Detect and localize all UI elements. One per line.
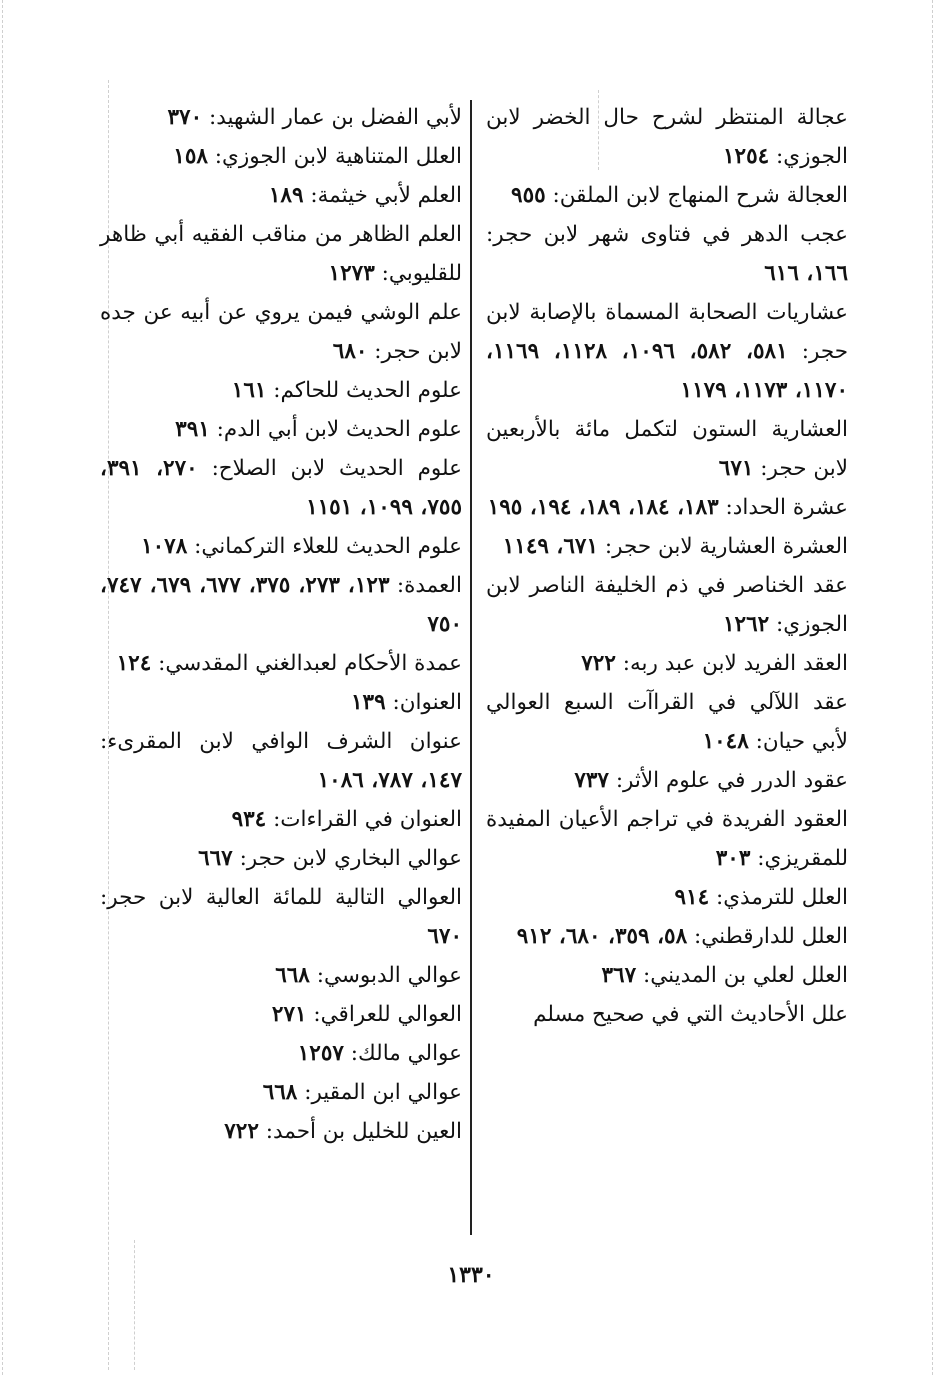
index-entry bbox=[100, 527, 462, 566]
entry-page-numbers: ١٣٩ bbox=[351, 690, 386, 715]
entry-title: عمدة الأحكام لعبدالغني المقدسي: bbox=[158, 651, 462, 676]
index-entry bbox=[486, 683, 848, 761]
entry-title: عشرة الحداد: bbox=[725, 495, 848, 520]
column-divider bbox=[470, 100, 472, 1235]
index-entry bbox=[486, 527, 848, 566]
index-entry bbox=[486, 800, 848, 878]
entry-title: عقد اللآلي في القراآت السبع العوالي لأبي حيان: bbox=[486, 690, 848, 754]
entry-page-numbers: ١٠٤٨ bbox=[702, 729, 749, 754]
index-entry bbox=[100, 1112, 462, 1151]
index-entry bbox=[100, 176, 462, 215]
entry-title: العلل للترمذي: bbox=[715, 885, 848, 910]
entry-title: العشرة العشارية لابن حجر: bbox=[604, 534, 848, 559]
entry-page-numbers: ٥٨، ٣٥٩، ٦٨٠، ٩١٢ bbox=[516, 924, 688, 949]
entry-page-numbers: ٦٧١ bbox=[718, 456, 754, 481]
entry-page-numbers: ٧٣٧ bbox=[574, 768, 609, 793]
entry-title: علل الأحاديث التي في صحيح مسلم bbox=[533, 1002, 848, 1027]
entry-title: عجب الدهر في فتاوى شهر لابن حجر: bbox=[486, 222, 848, 247]
entry-title: العشارية الستون لتكمل مائة بالأربعين لابن حجر: bbox=[486, 417, 848, 481]
entry-page-numbers: ٧٢٢ bbox=[581, 651, 616, 676]
entry-page-numbers: ٦٦٧ bbox=[198, 846, 233, 871]
entry-title: العوالي للعراقي: bbox=[313, 1002, 462, 1027]
entry-page-numbers: ٢٧٠، ٣٩١، ٧٥٥، ١٠٩٩، ١١٥١ bbox=[100, 456, 462, 520]
index-entry bbox=[100, 215, 462, 293]
entry-title: عجالة المنتظر لشرح حال الخضر لابن الجوزي: bbox=[486, 105, 848, 169]
entry-page-numbers: ٣٦٧ bbox=[601, 963, 637, 988]
entry-page-numbers: ١٨٩ bbox=[268, 183, 304, 208]
entry-title: عوالي ابن المقير: bbox=[304, 1080, 462, 1105]
entry-page-numbers: ٧٢٢ bbox=[224, 1119, 259, 1144]
entry-title: عقود الدرر في علوم الأثر: bbox=[615, 768, 848, 793]
entry-title: عوالي مالك: bbox=[350, 1041, 462, 1066]
entry-page-numbers: ١٥٨ bbox=[173, 144, 208, 169]
entry-title: العلم لأبي خيثمة: bbox=[310, 183, 462, 208]
index-entry bbox=[486, 878, 848, 917]
entry-page-numbers: ١٤٧، ٧٨٧، ١٠٨٦ bbox=[317, 768, 462, 793]
index-entry bbox=[100, 683, 462, 722]
index-entry bbox=[100, 449, 462, 527]
index-entry bbox=[100, 800, 462, 839]
index-entry bbox=[486, 410, 848, 488]
entry-page-numbers: ١٨٣، ١٨٤، ١٨٩، ١٩٤، ١٩٥ bbox=[487, 495, 719, 520]
scan-dashed-line bbox=[2, 0, 3, 1375]
index-entry bbox=[486, 566, 848, 644]
index-column-right bbox=[486, 98, 848, 1034]
index-entry bbox=[100, 98, 462, 137]
entry-page-numbers: ٦٦٨ bbox=[275, 963, 310, 988]
entry-page-numbers: ١٦١ bbox=[231, 378, 267, 403]
entry-page-numbers: ١٢٥٤ bbox=[722, 144, 770, 169]
entry-page-numbers: ١٠٧٨ bbox=[141, 534, 188, 559]
entry-page-numbers: ١٢٥٧ bbox=[297, 1041, 344, 1066]
index-entry bbox=[486, 488, 848, 527]
index-entry bbox=[486, 293, 848, 410]
entry-title: العين للخليل بن أحمد: bbox=[265, 1119, 462, 1144]
index-entry bbox=[100, 722, 462, 800]
entry-page-numbers: ٦٧٠ bbox=[427, 924, 462, 949]
index-entry bbox=[100, 293, 462, 371]
index-entry bbox=[100, 566, 462, 644]
entry-page-numbers: ١٢٧٣ bbox=[328, 261, 375, 286]
entry-title: عقد الخناصر في ذم الخليفة الناصر لابن الجوزي: bbox=[486, 573, 848, 637]
index-column-left bbox=[100, 98, 462, 1151]
entry-page-numbers: ٣٧٠ bbox=[167, 105, 203, 130]
entry-page-numbers: ٦٦٨ bbox=[262, 1080, 298, 1105]
index-entry bbox=[100, 410, 462, 449]
entry-title: العقد الفريد لابن عبد ربه: bbox=[622, 651, 848, 676]
entry-title: العمدة: bbox=[396, 573, 462, 598]
index-entry bbox=[486, 995, 848, 1034]
entry-title: العقود الفريدة في تراجم الأعيان المفيدة للمقريزي: bbox=[486, 807, 848, 871]
entry-title: علوم الحديث للحاكم: bbox=[273, 378, 462, 403]
index-entry bbox=[100, 644, 462, 683]
index-entry bbox=[100, 839, 462, 878]
index-entry bbox=[100, 1073, 462, 1112]
entry-page-numbers: ٩٥٥ bbox=[511, 183, 546, 208]
index-entry bbox=[486, 761, 848, 800]
entry-title: العجالة شرح المنهاج لابن الملقن: bbox=[552, 183, 848, 208]
entry-title: العلل لعلي بن المديني: bbox=[643, 963, 848, 988]
index-entry bbox=[100, 137, 462, 176]
index-entry bbox=[486, 176, 848, 215]
entry-title: العنوان في القراءات: bbox=[273, 807, 462, 832]
entry-title: العوالي التالية للمائة العالية لابن حجر: bbox=[100, 885, 462, 910]
index-entry bbox=[486, 644, 848, 683]
entry-page-numbers: ١٢٤ bbox=[116, 651, 152, 676]
entry-page-numbers: ٣٩١ bbox=[175, 417, 210, 442]
entry-title: لأبي الفضل بن عمار الشهيد: bbox=[208, 105, 462, 130]
entry-title: علوم الحديث لابن الصلاح: bbox=[211, 456, 462, 481]
entry-title: عشاريات الصحابة المسماة بالإصابة لابن حجر: bbox=[486, 300, 848, 364]
index-entry bbox=[100, 878, 462, 956]
entry-title: عنوان الشرف الوافي لابن المقرىء: bbox=[100, 729, 462, 754]
entry-title: العلم الظاهر من مناقب الفقيه أبي ظاهر للقليوبي: bbox=[100, 222, 462, 286]
entry-page-numbers: ٥٨١، ٥٨٢، ١٠٩٦، ١١٢٨، ١١٦٩، ١١٧٠، ١١٧٣، ١١٧٩ bbox=[486, 339, 848, 403]
index-entry bbox=[486, 98, 848, 176]
index-entry bbox=[486, 215, 848, 293]
scan-dashed-line bbox=[134, 1240, 135, 1370]
index-entry bbox=[100, 956, 462, 995]
entry-title: العنوان: bbox=[392, 690, 462, 715]
entry-page-numbers: ١٢٣، ٢٧٣، ٣٧٥، ٦٧٧، ٦٧٩، ٧٤٧، ٧٥٠ bbox=[100, 573, 462, 637]
entry-title: عوالي الدبوسي: bbox=[316, 963, 462, 988]
entry-title: العلل للدارقطني: bbox=[693, 924, 848, 949]
scan-dashed-line bbox=[932, 0, 933, 1375]
entry-page-numbers: ٩١٤ bbox=[674, 885, 710, 910]
entry-page-numbers: ١٦٦، ٦١٦ bbox=[764, 261, 848, 286]
entry-title: علوم الحديث للعلاء التركماني: bbox=[194, 534, 462, 559]
entry-title: علوم الحديث لابن أبي الدم: bbox=[216, 417, 462, 442]
entry-page-numbers: ٩٣٤ bbox=[231, 807, 267, 832]
entry-title: علم الوشي فيمن يروي عن أبيه عن جده لابن حجر: bbox=[100, 300, 462, 364]
index-entry bbox=[100, 995, 462, 1034]
entry-page-numbers: ١٢٦٢ bbox=[722, 612, 770, 637]
index-entry bbox=[100, 1034, 462, 1073]
entry-title: العلل المتناهية لابن الجوزي: bbox=[214, 144, 462, 169]
entry-page-numbers: ٦٨٠ bbox=[332, 339, 368, 364]
index-entry bbox=[100, 371, 462, 410]
index-entry bbox=[486, 917, 848, 956]
entry-title: عوالي البخاري لابن حجر: bbox=[239, 846, 462, 871]
entry-page-numbers: ٣٠٣ bbox=[715, 846, 751, 871]
entry-page-numbers: ٦٧١، ١١٤٩ bbox=[502, 534, 599, 559]
index-entry bbox=[486, 956, 848, 995]
page-number: ١٣٣٠ bbox=[447, 1262, 495, 1288]
entry-page-numbers: ٢٧١ bbox=[271, 1002, 307, 1027]
